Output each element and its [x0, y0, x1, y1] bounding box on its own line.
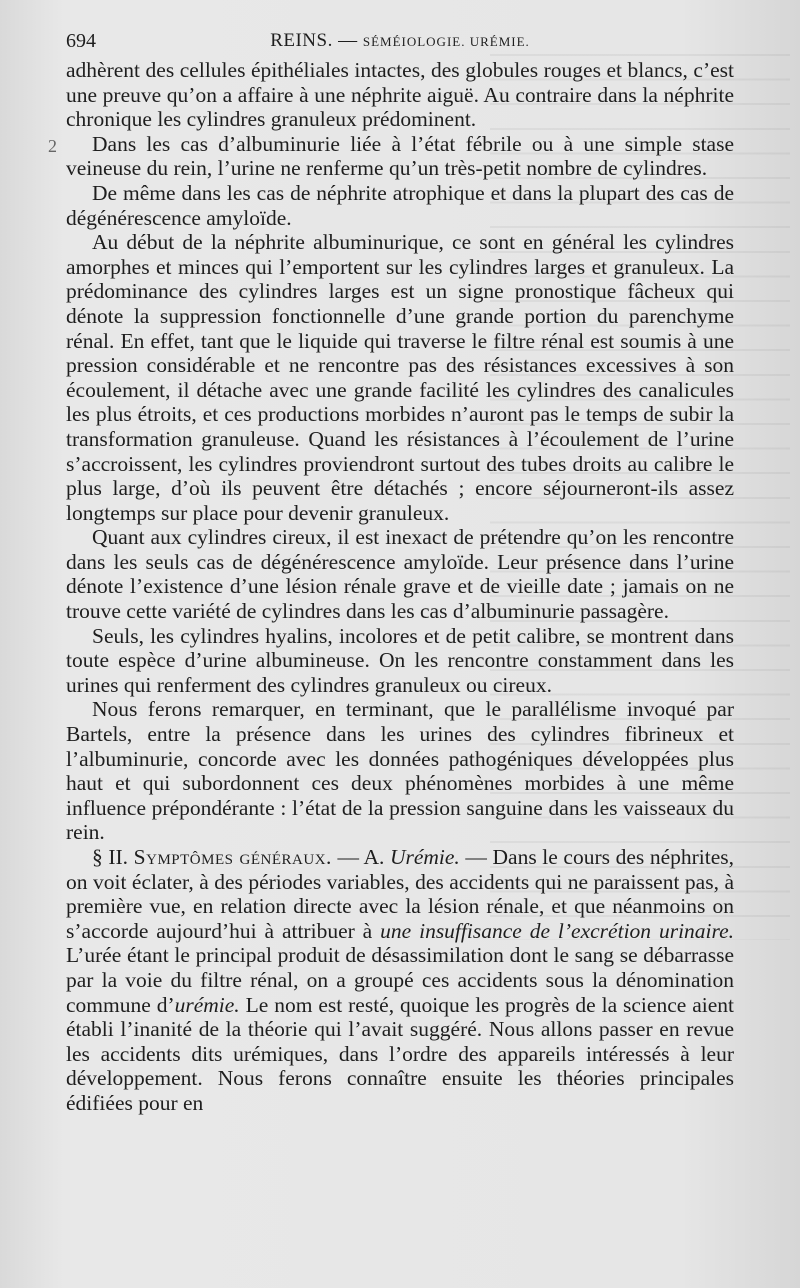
- section-paragraph: [66, 845, 734, 1116]
- page-header: [66, 30, 734, 60]
- section-text: L’urée étant le principal produit de désassimilation dont le sang se débarrasse par la voie du filtre rénal, on a groupé ces accidents sous la dénomination commune d’: [66, 943, 734, 1017]
- paragraph: Dans les cas d’albuminurie liée à l’état fébrile ou à une simple stase veineuse du rein, l’urine ne renferme qu’un très-petit nombre de cylindres.: [66, 131, 734, 181]
- running-head: [66, 30, 734, 52]
- section-text: Dans le cours des néphrites, on voit éclater, à des périodes variables, des accidents qui ne paraissent pas, à première vue, en relation directe avec la lésion rénale, et que néanmoins on s’accorde aujourd’hui à attribuer à: [66, 845, 735, 943]
- page-number: 694: [66, 30, 96, 52]
- paragraph: Quant aux cylindres cireux, il est inexact de prétendre qu’on les rencontre dans les seuls cas de dégénérescence amyloïde. Leur présence dans l’urine dénote l’existence d’une lésion rénale grave et de vieille date ; jamais on ne trouve cette variété de cylindres dans les cas d’albuminurie passagère.: [66, 525, 734, 624]
- paragraph: De même dans les cas de néphrite atrophique et dans la plupart des cas de dégénérescence amyloïde.: [66, 180, 734, 230]
- paragraph: Au début de la néphrite albuminurique, ce sont en général les cylindres amorphes et minces qui l’emportent sur les cylindres larges et granuleux. La prédominance des cylindres larges est un signe pronostique fâcheux qui dénote la suppression fonctionnelle d’une grande portion du parenchyme rénal. En effet, tant que le liquide qui traverse le filtre rénal est soumis à une pression considérable et ne rencontre pas des résistances excessives à son écoulement, il détache avec une grande facilité les cylindres des canalicules les plus étroits, et ces productions morbides n’auront pas le temps de subir la transformation granuleuse. Quand les résistances à l’écoulement de l’urine s’accroissent, les cylindres proviendront surtout des tubes droits au calibre le plus large, d’où ils peuvent être détachés ; encore séjourneront-ils assez longtemps sur place pour devenir granuleux.: [66, 230, 734, 525]
- section-emphasis: une insuffisance de l’excrétion urinaire.: [380, 918, 735, 943]
- section-emphasis: urémie.: [174, 992, 240, 1017]
- paragraph: adhèrent des cellules épithéliales intactes, des globules rouges et blancs, c’est une preuve qu’on a affaire à une néphrite aiguë. Au contraire dans la néphrite chronique les cylindres granuleux prédominent.: [66, 58, 734, 132]
- paragraph: Nous ferons remarquer, en terminant, que le parallélisme invoqué par Bartels, entre la présence dans les urines des cylindres fibrineux et l’albuminurie, concorde avec les données pathogéniques développées plus haut et qui subordonnent ces deux phénomènes morbides à une même influence prépondérante : l’état de la pression sanguine dans les vaisseaux du rein.: [66, 697, 734, 845]
- running-head-subtitle: SÉMÉIOLOGIE. URÉMIE.: [362, 34, 530, 49]
- section-text: Le nom est resté, quoique les progrès de la science aient établi l’inanité de la théorie qui l’avait suggéré. Nous allons passer en revue les accidents dits urémiques, dans l’ordre des appareils intéressés à leur développement. Nous ferons connaître ensuite les théories principales édifiées pour en: [66, 992, 734, 1115]
- section-dash: — A.: [331, 845, 390, 869]
- section-heading: Symptômes généraux.: [133, 845, 332, 869]
- section-number: § II.: [92, 845, 129, 869]
- running-head-title: REINS. —: [270, 30, 358, 51]
- section-subheading: Urémie.: [389, 845, 460, 869]
- margin-annotation: 2: [48, 136, 57, 156]
- paragraph: Seuls, les cylindres hyalins, incolores et de petit calibre, se montrent dans toute espèce d’urine albumineuse. On les rencontre constamment dans les urines qui renferment des cylindres granuleux ou cireux.: [66, 623, 734, 697]
- body-text: [66, 58, 734, 1116]
- section-dash: —: [459, 845, 493, 869]
